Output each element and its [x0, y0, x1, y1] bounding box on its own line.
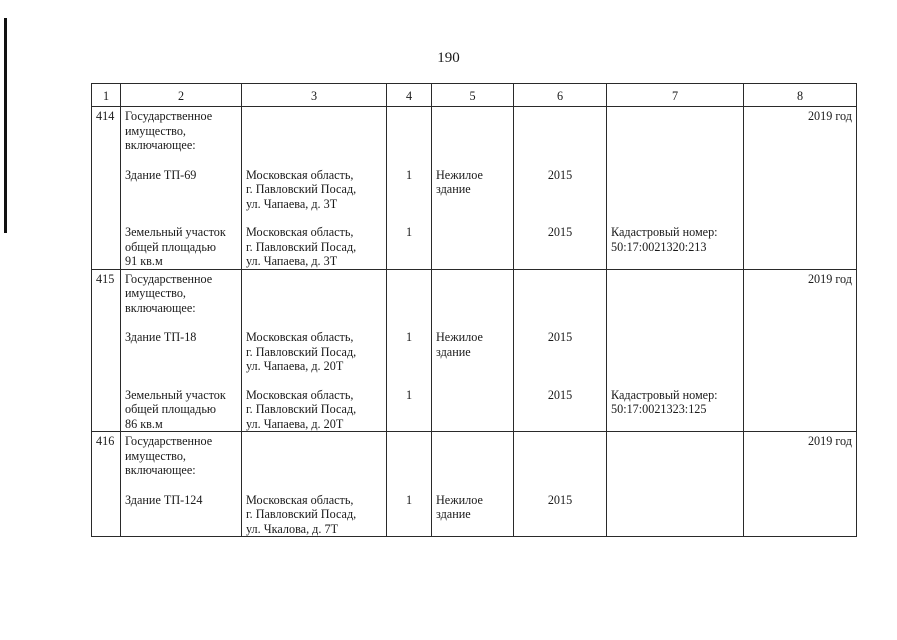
address-line: г. Павловский Посад, [246, 402, 357, 416]
object-type-line: здание [436, 182, 471, 196]
plan-year-cell [744, 432, 857, 537]
item-block [391, 388, 427, 432]
spacer [246, 434, 382, 493]
item-block [611, 225, 739, 269]
item-block [391, 225, 427, 269]
cadastral-line: 50:17:0021320:213 [611, 239, 707, 254]
record-number-text: 414 [96, 109, 115, 123]
cadastral-line: Кадастровый номер: [611, 225, 718, 239]
spacer [436, 272, 509, 331]
column-header: 5 [432, 84, 514, 107]
item-block [611, 493, 739, 537]
item-block [125, 493, 237, 537]
spacer [518, 109, 602, 168]
year-built-cell [514, 432, 607, 537]
object-type-line: Нежилое [436, 492, 483, 507]
column-header: 3 [242, 84, 387, 107]
spacer [611, 109, 739, 168]
spacer [125, 153, 237, 168]
address-line: ул. Чапаева, д. 20Т [246, 416, 344, 431]
address-line: Московская область, [246, 167, 354, 182]
plan-year-cell [744, 107, 857, 270]
item-block [125, 388, 237, 432]
year-built-value: 2015 [547, 492, 573, 507]
item-block [611, 330, 739, 388]
item-block [518, 330, 602, 388]
column-header: 2 [121, 84, 242, 107]
column-header: 8 [744, 84, 857, 107]
record-number-text: 415 [96, 271, 115, 286]
group-heading-line: Государственное [125, 271, 213, 286]
item-block [246, 168, 382, 226]
group-heading-line: имущество, [125, 123, 186, 138]
quantity-value: 1 [405, 225, 413, 239]
year-built-cell [514, 269, 607, 432]
item-block [518, 388, 602, 432]
plan-year-text: 2019 год [807, 434, 852, 448]
quantity-value: 1 [405, 330, 413, 344]
item-block [391, 493, 427, 537]
spacer [391, 434, 427, 493]
item-block [125, 168, 237, 226]
item-block [518, 168, 602, 226]
spacer [391, 109, 427, 168]
property-table [91, 83, 857, 537]
column-header: 7 [607, 84, 744, 107]
plan-year-cell [744, 269, 857, 432]
item-block [436, 330, 509, 388]
address-line: Московская область, [246, 330, 354, 344]
group-heading-line: включающее: [125, 138, 196, 152]
item-block [518, 225, 602, 269]
cadastral-cell [607, 107, 744, 270]
quantity-cell [387, 269, 432, 432]
address-line: ул. Чапаева, д. 3Т [246, 254, 338, 268]
group-heading-line: включающее: [125, 300, 196, 315]
spacer [391, 272, 427, 331]
quantity-cell [387, 107, 432, 270]
object-type-line: здание [436, 507, 471, 521]
item-name-cell [121, 432, 242, 537]
item-block [246, 388, 382, 432]
record-number-text: 416 [96, 434, 115, 448]
column-header: 6 [514, 84, 607, 107]
year-built-value: 2015 [547, 330, 573, 344]
address-line: г. Павловский Посад, [246, 239, 357, 254]
spacer [246, 272, 382, 331]
address-line: Московская область, [246, 492, 354, 507]
page-number: 190 [437, 50, 460, 66]
spacer [125, 315, 237, 330]
item-block [246, 225, 382, 269]
quantity-value: 1 [405, 387, 413, 402]
quantity-value: 1 [405, 167, 413, 182]
address-cell [242, 432, 387, 537]
item-name-cell [121, 107, 242, 270]
address-line: г. Павловский Посад, [246, 507, 357, 521]
item-block [125, 225, 237, 269]
group-heading-line: имущество, [125, 286, 186, 300]
spacer [436, 434, 509, 493]
spacer [518, 434, 602, 493]
plan-year-text: 2019 год [807, 109, 852, 123]
address-cell [242, 269, 387, 432]
item-name-line: Здание ТП-124 [125, 492, 203, 507]
item-block [391, 168, 427, 226]
item-block [246, 493, 382, 537]
item-block [436, 225, 509, 269]
item-block [436, 388, 509, 432]
record-number [92, 269, 121, 432]
address-line: Московская область, [246, 387, 354, 402]
item-name-line: 91 кв.м [125, 254, 163, 268]
quantity-cell [387, 432, 432, 537]
address-line: ул. Чапаева, д. 20Т [246, 359, 344, 373]
record-number [92, 432, 121, 537]
address-line: г. Павловский Посад, [246, 182, 357, 196]
item-name-line: Земельный участок [125, 225, 226, 239]
object-type-line: Нежилое [436, 167, 483, 182]
year-built-value: 2015 [547, 387, 573, 402]
address-line: ул. Чапаева, д. 3Т [246, 196, 338, 211]
item-name-line: Здание ТП-69 [125, 167, 197, 182]
item-block [611, 388, 739, 432]
cadastral-line: 50:17:0021323:125 [611, 402, 707, 416]
group-heading-line: имущество, [125, 448, 186, 463]
object-type-line: здание [436, 344, 471, 359]
group-heading-line: включающее: [125, 463, 196, 477]
year-built-value: 2015 [547, 225, 573, 239]
item-block [611, 168, 739, 226]
table-row [92, 432, 857, 537]
item-name-line: Земельный участок [125, 387, 226, 402]
column-header: 4 [387, 84, 432, 107]
spacer [611, 434, 739, 493]
spacer [125, 478, 237, 493]
column-header: 1 [92, 84, 121, 107]
year-built-cell [514, 107, 607, 270]
spacer [246, 109, 382, 168]
item-block [125, 330, 237, 388]
item-block [436, 493, 509, 537]
address-line: Московская область, [246, 225, 354, 239]
spacer [436, 109, 509, 168]
year-built-value: 2015 [547, 167, 573, 182]
address-line: ул. Чкалова, д. 7Т [246, 521, 339, 536]
table-row [92, 269, 857, 432]
quantity-value: 1 [405, 492, 413, 507]
item-name-cell [121, 269, 242, 432]
address-line: г. Павловский Посад, [246, 344, 357, 359]
item-block [391, 330, 427, 388]
spacer [611, 272, 739, 331]
item-block [246, 330, 382, 388]
cadastral-line: Кадастровый номер: [611, 387, 718, 402]
group-heading-line: Государственное [125, 109, 213, 123]
item-block [518, 493, 602, 537]
item-name-line: Здание ТП-18 [125, 330, 197, 344]
object-type-cell [432, 107, 514, 270]
header-row [92, 84, 857, 107]
spacer [518, 272, 602, 331]
item-block [436, 168, 509, 226]
plan-year-text: 2019 год [807, 271, 852, 286]
table-row [92, 107, 857, 270]
item-name-line: общей площадью [125, 402, 217, 416]
cadastral-cell [607, 269, 744, 432]
group-heading-line: Государственное [125, 434, 213, 448]
object-type-line: Нежилое [436, 330, 483, 344]
object-type-cell [432, 269, 514, 432]
address-cell [242, 107, 387, 270]
object-type-cell [432, 432, 514, 537]
item-name-line: 86 кв.м [125, 416, 163, 431]
record-number [92, 107, 121, 270]
cadastral-cell [607, 432, 744, 537]
item-name-line: общей площадью [125, 239, 217, 254]
